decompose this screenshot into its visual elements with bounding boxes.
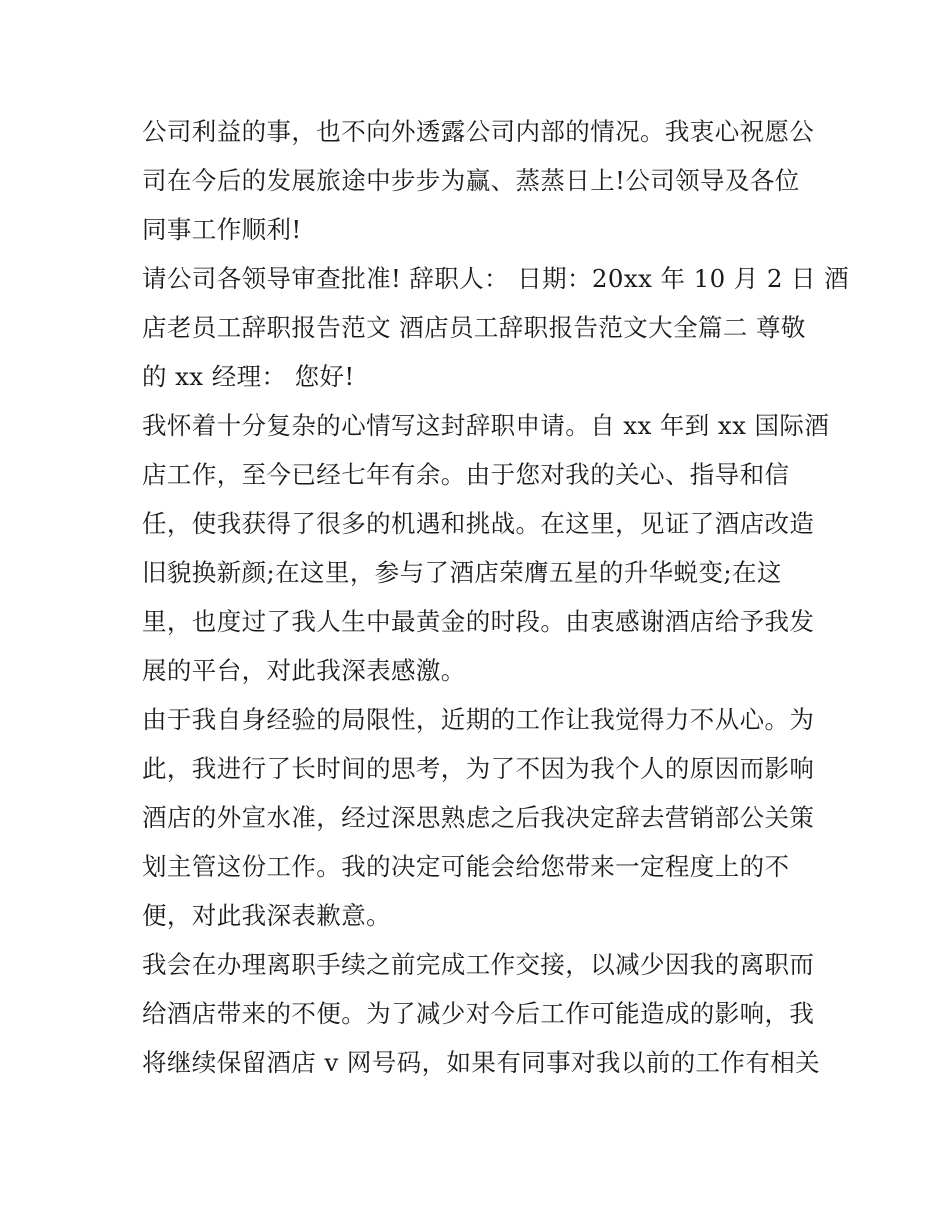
text-line: 的 xx 经理： 您好! [142,362,355,391]
text-line: 里，也度过了我人生中最黄金的时段。由衷感谢酒店给予我发 [142,607,815,636]
text-line: 酒店的外宣水准，经过深思熟虑之后我决定辞去营销部公关策 [142,803,815,832]
text-line: 请公司各领导审查批准! 辞职人： 日期：20xx 年 10 月 2 日 酒 [142,264,850,293]
text-line: 旧貌换新颜;在这里，参与了酒店荣膺五星的升华蜕变;在这 [142,558,782,587]
paragraph-signature-and-heading [142,254,850,401]
text-line: 展的平台，对此我深表感激。 [142,656,466,685]
text-line: 公司利益的事，也不向外透露公司内部的情况。我衷心祝愿公 [142,117,815,146]
paragraph-closing-wishes [142,107,832,254]
text-line: 我怀着十分复杂的心情写这封辞职申请。自 xx 年到 xx 国际酒 [142,411,830,440]
text-line: 店工作，至今已经七年有余。由于您对我的关心、指导和信 [142,460,790,489]
text-line: 我会在办理离职手续之前完成工作交接，以减少因我的离职而 [142,950,815,979]
paragraph-handover [142,940,832,1087]
text-line: 给酒店带来的不便。为了减少对今后工作可能造成的影响，我 [142,999,815,1028]
text-line: 将继续保留酒店 v 网号码，如果有同事对我以前的工作有相关 [142,1048,821,1077]
document-body [142,107,850,1087]
text-line: 便，对此我深表歉意。 [142,901,391,930]
text-line: 此，我进行了长时间的思考，为了不因为我个人的原因而影响 [142,754,815,783]
text-line: 店老员工辞职报告范文 酒店员工辞职报告范文大全篇二 尊敬 [142,313,806,342]
text-line: 划主管这份工作。我的决定可能会给您带来一定程度上的不 [142,852,790,881]
text-line: 司在今后的发展旅途中步步为赢、蒸蒸日上!公司领导及各位 [142,166,800,195]
paragraph-intro [142,401,832,695]
text-line: 任，使我获得了很多的机遇和挑战。在这里，见证了酒店改造 [142,509,815,538]
text-line: 同事工作顺利! [142,215,302,244]
paragraph-reason [142,695,832,940]
text-line: 由于我自身经验的局限性，近期的工作让我觉得力不从心。为 [142,705,815,734]
